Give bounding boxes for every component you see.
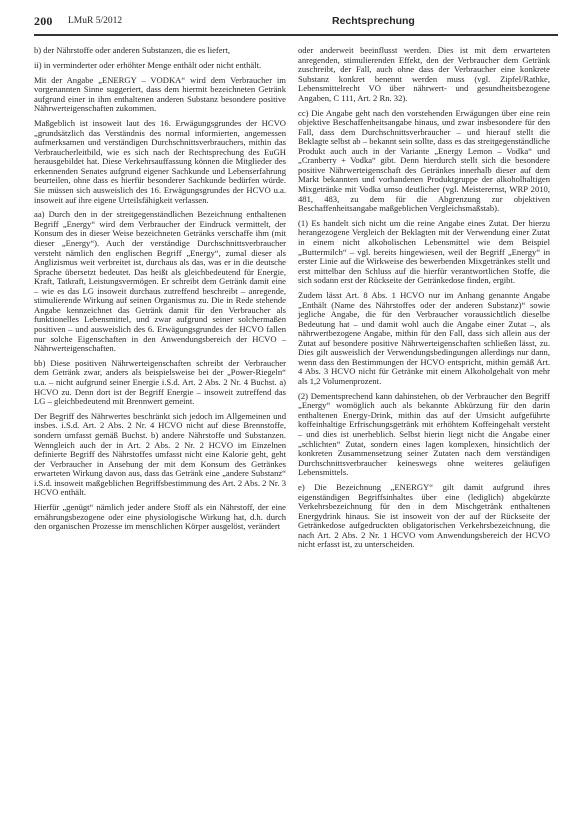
paragraph: bb) Diese positiven Nährwerteigenschaften schreibt der Verbraucher dem Getränk zwar, anders als beispielsweise bei der „Power-Riegeln“ u.a. – nicht aufgrund seiner Energie i.S.d. Art. 2 Abs. 2 Nr. 4 Buchst. a) HCVO zu. Denn dort ist der Begriff Energie – insoweit zutreffend das LG – gleichbedeutend mit Brennwert gemeint.: [34, 357, 286, 407]
right-column: [298, 46, 550, 555]
paragraph: e) Die Bezeichnung „ENERGY“ gilt damit aufgrund ihres eigenständigen Begriffsinhaltes über eine (lediglich) abgekürzte Verkehrsbezeichnung für den in dem Mischgetränk enthaltenen Energydrink hinaus. Sie ist insoweit von der auf der Rückseite der Getränkedose aufgedruckten obligatorischen Verkehrsbezeichnung, die nach Art. 2 Abs. 2 Nr. 1 HCVO vom Anwendungsbereich der HCVO nicht erfasst ist, zu unterscheiden.: [298, 482, 550, 550]
page-header: [34, 14, 558, 36]
page-number: 200: [34, 14, 53, 28]
paragraph: Mit der Angabe „ENERGY – VODKA“ wird dem Verbraucher im vorgenannten Sinne suggeriert, dass dem hiermit bezeichneten Getränk aufgrund einer in ihm enthaltenen anderen Substanz besondere positive Nährwerteigenschaften zukommen.: [34, 74, 286, 114]
left-column: [34, 46, 286, 537]
paragraph: cc) Die Angabe geht nach den vorstehenden Erwägungen über eine rein objektive Beschaffenheitsangabe hinaus, und zwar insbesondere für den Fall, dass dem Durchschnittsverbraucher – und hierauf stellt die Beklagte selbst ab – bekannt sein sollte, dass es das streitgegenständliche Produkt auch auch in der Variante „Energy Lemon – Vodka“ und „Cranberry + Vodka“ gibt. Denn hierdurch stellt sich die besondere positive Nährwerteigenschaft des Getränkes innerhalb dieser auf dem Markt bekannten und vorhandenen Produktgruppe der alkoholhaltigen Mixgetränke mit Vodka umso deutlicher (vgl. Meisterernst, WRP 2010, 481, 483, zu dem für die Abgrenzung zur objektiven Beschaffenheitsangabe maßgeblichen Vergleichsmaßstab).: [298, 107, 550, 214]
paragraph: oder anderweit beeinflusst werden. Dies ist mit dem erwarteten anregenden, stimulierenden Effekt, den der Verbraucher dem Getränk zuschreibt, der Fall, auch ohne dass der Verbraucher eine konkrete Substanz konkret benennt werden muss (vgl. Zipfel/Rathke, Lebensmittelrecht VO über nährwert- und gesundheitsbezogene Angaben, C 111, Art. 2 Rn. 32).: [298, 45, 550, 103]
journal-issue: LMuR 5/2012: [68, 16, 123, 26]
paragraph: (2) Dementsprechend kann dahinstehen, ob der Verbraucher den Begriff „Energy“ womöglich auch als bekannte Abkürzung für den darin enthaltenen Energy-Drink, mithin das auf der Umsicht aufgeführte koffeinhaltige Erfrischungsgetränk mit erhöhtem Koffeingehalt versteht – und dies ist unerheblich. Selbst hierin liegt nicht die Angabe einer „schlichten“ Zutat, sondern eines lagen komplexen, hinsichtlich der konkreten Zusammensetzung seiner Zutaten nach dem verständigen Durchschnittsverbraucher keineswegs ohne weiteres geläufigen Lebensmittels.: [298, 390, 550, 478]
paragraph: Maßgeblich ist insoweit laut des 16. Erwägungsgrundes der HCVO „grundsätzlich das Verständnis des normal informierten, angemessen aufmerksamen und verständigen Durchschnittsverbrauchers, mithin das Verbraucherleitbild, wie es sich nach der Rechtsprechung des EuGH herausgebildet hat. Diese Verkehrsauffassung können die Mitglieder des erkennenden Senates aufgrund eigener Sachkunde und Lebenserfahrung beurteilen, ohne dass es hierfür besonderer Sachkunde bedürfen würde. Sie müssen sich ausweislich des 16. Erwägungsgrundes der HCVO u.a. insoweit auf ihre eigene Urteilsfähigkeit verlassen.: [34, 118, 286, 205]
header-rule: [34, 34, 558, 36]
paragraph: aa) Durch den in der streitgegenständlichen Bezeichnung enthaltenen Begriff „Energy“ wird dem Verbraucher der Eindruck vermittelt, der Konsum des in dieser Weise bezeichneten Getränks verschaffe ihm (mit dieser „Energy“). Auch der verständige Durchschnittsverbraucher versteht nämlich den englischen Begriff „Energy“, zumal dieser als Anglizismus weit verbreitet ist, durchaus als das, was er in die deutsche Sprache übersetzt bedeutet. Das heißt als gleichbedeutend für Energie, Kraft, Tatkraft, Leistungsvermögen. Er schreibt dem Getränk damit eine – wie es das LG insoweit durchaus zutreffend beschreibt – anregende, stimulierende Wirkung auf seinen Organismus zu. Die in Rede stehende Angabe kennzeichnet das Getränk damit für den Verbraucher als funktionelles Lebensmittel, und zwar aufgrund seiner solchermaßen positiven – und ausweislich des 6. Erwägungsgrundes der HCVO fallen nur solche Eigenschaften in den Anwendungsbereich der HCVO – Nährwerteigenschaften.: [34, 209, 286, 354]
paragraph: Der Begriff des Nährwertes beschränkt sich jedoch im Allgemeinen und insbes. i.S.d. Art. 2 Abs. 2 Nr. 4 HCVO nicht auf diese Brennstoffe, sondern umfasst gemäß Buchst. b) andere Nährstoffe und Substanzen. Wenngleich auch der in Art. 2 Abs. 2 Nr. 2 HCVO im Einzelnen definierte Begriff des Nährstoffes umfasst nicht eine Kalorie geht, geht der Verbraucher in Ansehung der mit dem Konsum des Getränkes erwarteten Wirkung davon aus, dass das Getränk eine „andere Substanz“ i.S.d. insoweit maßgeblichen Begriffsbestimmung des Art. 2 Abs. 2 Nr. 3 HCVO enthält.: [34, 410, 286, 498]
paragraph: (1) Es handelt sich nicht um die reine Angabe eines Zutat. Der hierzu herangezogene Vergleich der Beklagten mit der Verwendung einer Zutat in einem nicht alkoholischen Lebensmittel wie dem Beispiel „Buttermilch“ – vgl. bereits hingewiesen, weil der Begriff „Energy“ in erster Linie auf die Wirkweise des bewerbenden Mixgetränkes stellt und erst mittelbar den Schluss auf die hierfür verantwortlichen Stoffe, die sich sodann erst der Rückseite der Getränkedose finden, ergibt.: [298, 217, 550, 286]
paragraph: Hierfür „genügt“ nämlich jeder andere Stoff als ein Nährstoff, der eine ernährungsbezogene oder eine physiologische Wirkung hat, d.h. durch den organischen Prozesse im menschlichen Körper ausgelöst, verändert: [34, 502, 286, 532]
paragraph: ii) in verminderter oder erhöhter Menge enthält oder nicht enthält.: [34, 59, 262, 70]
paragraph: b) der Nährstoffe oder anderen Substanzen, die es liefert,: [34, 45, 230, 55]
paragraph: Zudem lässt Art. 8 Abs. 1 HCVO nur im Anhang genannte Angabe „Enthält (Name des Nährstoffes oder der anderen Substanz)“ sowie jegliche Angabe, die für den Verbraucher voraussichtlich dieselbe Bedeutung hat – und damit wohl auch die Angabe einer Zutat –, als nährwertbezogene Angabe, mithin für den Fall, dass sich allein aus der Zutat auf besondere positive Nährwerteigenschaften schließen lässt, zu. Dies gilt ausweislich der Verwendungsbedingungen allerdings nur dann, wenn dass den Bestimmungen der HCVO entspricht, mithin gemäß Art. 4 Abs. 3 HCVO nicht für Getränke mit einem Alkoholgehalt von mehr als 1,2 Volumenprozent.: [298, 290, 550, 386]
section-title: Rechtsprechung: [332, 15, 415, 27]
